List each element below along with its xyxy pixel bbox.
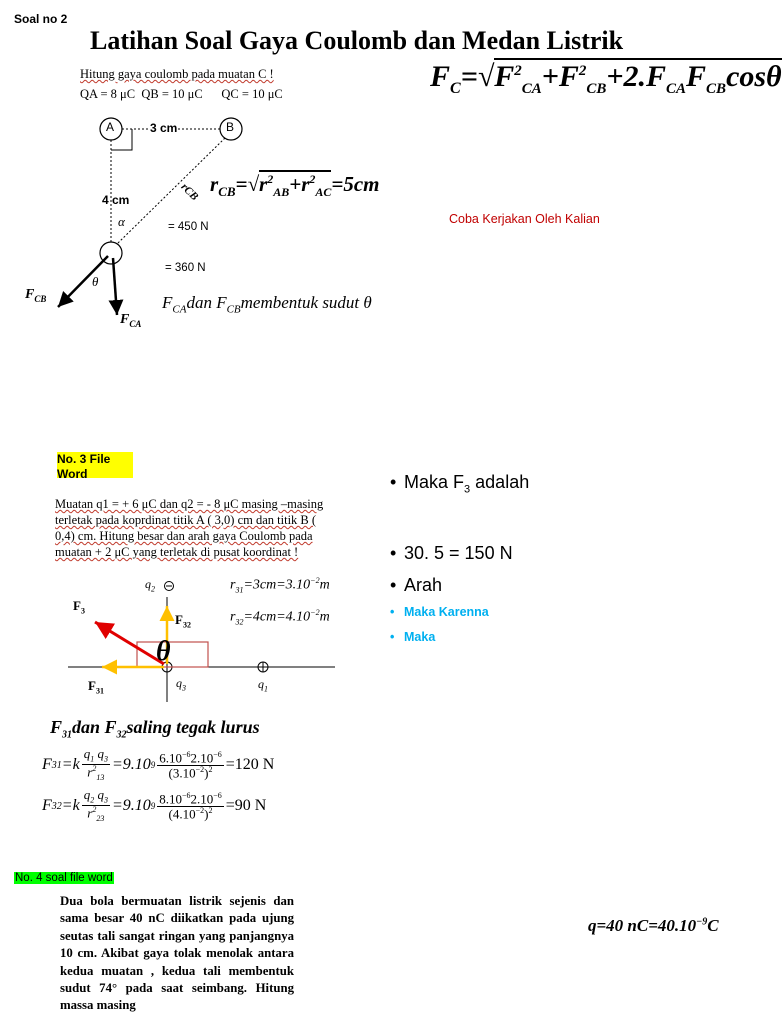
bullet-maka-karenna: • Maka Karenna (390, 600, 489, 625)
label-4cm: 4 cm (102, 193, 130, 207)
f3-arrow (95, 622, 164, 664)
rcb-formula: $r_{CB}=√r^2_{AB}+r^2_{AC}=5cm$ (210, 172, 380, 200)
label-a: A (106, 120, 115, 134)
label-3cm: 3 cm (150, 121, 178, 135)
charge-qc: QC = 10 μC (221, 87, 283, 101)
q-formula: q=40 $nC=40.10^{-9}C$ (588, 916, 719, 935)
f32-result: =90 N (225, 797, 267, 814)
label-theta-large: θ (156, 636, 171, 667)
bullet-maka-f3: • Maka $F_3$ adalah (390, 472, 529, 496)
bullet-arah: • Arah (390, 569, 513, 601)
f31-equation: F 31 =k $\frac{q_1 q_3}{r^2_{13}}$ =9.10 9 $\frac{6.10^{-6}2.10^{-6}}{(3.10^{-2})^2}$ =120 N (42, 746, 275, 783)
problem4-question: Dua bola bermuatan listrik sejenis dan sama besar 40 nC diikatkan pada ujung seutas tali sangat ringan yang panjangnya 10 cm. Akibat gaya tolak menolak antara kedua muatan , kedua tali membentuk sudut 74° pada saat seimbang. Hitung massa masing (60, 894, 294, 1013)
f31-result: =120 N (225, 756, 275, 773)
problem4-tag: No. 4 soal file word (15, 872, 113, 884)
problem2-charges (80, 87, 283, 102)
label-q1: $q_1$ (258, 677, 268, 694)
fcb-arrow (58, 256, 108, 307)
r31-formula: $r_{31}=3cm=3.10^{-2}m$ (230, 576, 330, 595)
fca-label: $F_{CA}$ (120, 312, 142, 329)
perpendicular-statement: $F_{31}dan$ $F_{32}saling$ tegak lurus (50, 717, 260, 741)
bullet-calc: • 30. 5 = 150 N (390, 537, 513, 569)
fc-formula: $F_C=√F^2_{CA}+F^2_{CB}+2.F_{CA}F_{CB}\cos\theta$ (430, 60, 782, 97)
fcb-label: $F_{CB}$ (25, 287, 47, 304)
label-alpha: α (118, 214, 125, 229)
label-rcb: rCB (178, 181, 201, 203)
soal-number: Soal no 2 (14, 12, 68, 26)
problem2-line1: Hitung gaya coulomb pada muatan C ! (80, 67, 274, 81)
fca-arrow (113, 258, 117, 315)
problem3-bullets-2 (390, 537, 513, 601)
coba-kerjakan: Coba Kerjakan Oleh Kalian (449, 212, 600, 226)
label-theta: θ (92, 274, 99, 289)
problem3-bullets-cyan (390, 600, 489, 650)
problem3-tag: No. 3 File Word (57, 452, 133, 478)
charge-qb: QB = 10 μC (141, 87, 203, 101)
problem2-question (80, 67, 274, 82)
problem3-bullets (390, 472, 529, 496)
label-b: B (226, 120, 235, 134)
f32-equation: F 32 =k $\frac{q_2 q_3}{r^2_{23}}$ =9.10 9 $\frac{8.10^{-6}2.10^{-6}}{(4.10^{-2})^2}$ =90 N (42, 787, 267, 824)
r32-formula: $r_{32}=4cm=4.10^{-2}m$ (230, 608, 330, 627)
label-f31: $F_{31}$ (88, 678, 104, 696)
charge-qa: QA = 8 μC (80, 87, 136, 101)
page-title: Latihan Soal Gaya Coulomb dan Medan Listrik (90, 26, 624, 55)
problem3-question: Muatan q1 = + 6 μC dan q2 = - 8 μC masing –masing terletak pada koprdinat titik A ( 3,0) cm dan titik B ( 0,4) cm. Hitung besar dan arah gaya Coulomb pada muatan + 2 μC yang terletak di pusat koordinat ! (55, 497, 324, 559)
label-q3: $q_3$ (176, 676, 186, 693)
fca-fcb-statement: $F_{CA}dan$ $F_{CB}membentuk$ sudut θ (162, 293, 372, 316)
force-450: = 450 N (168, 221, 209, 233)
label-q2: $q_2$ (145, 577, 155, 594)
label-f32: $F_{32}$ (175, 612, 191, 630)
label-f3: $F_3$ (73, 598, 85, 616)
force-360: = 360 N (165, 262, 206, 274)
bullet-maka: • Maka (390, 625, 489, 650)
